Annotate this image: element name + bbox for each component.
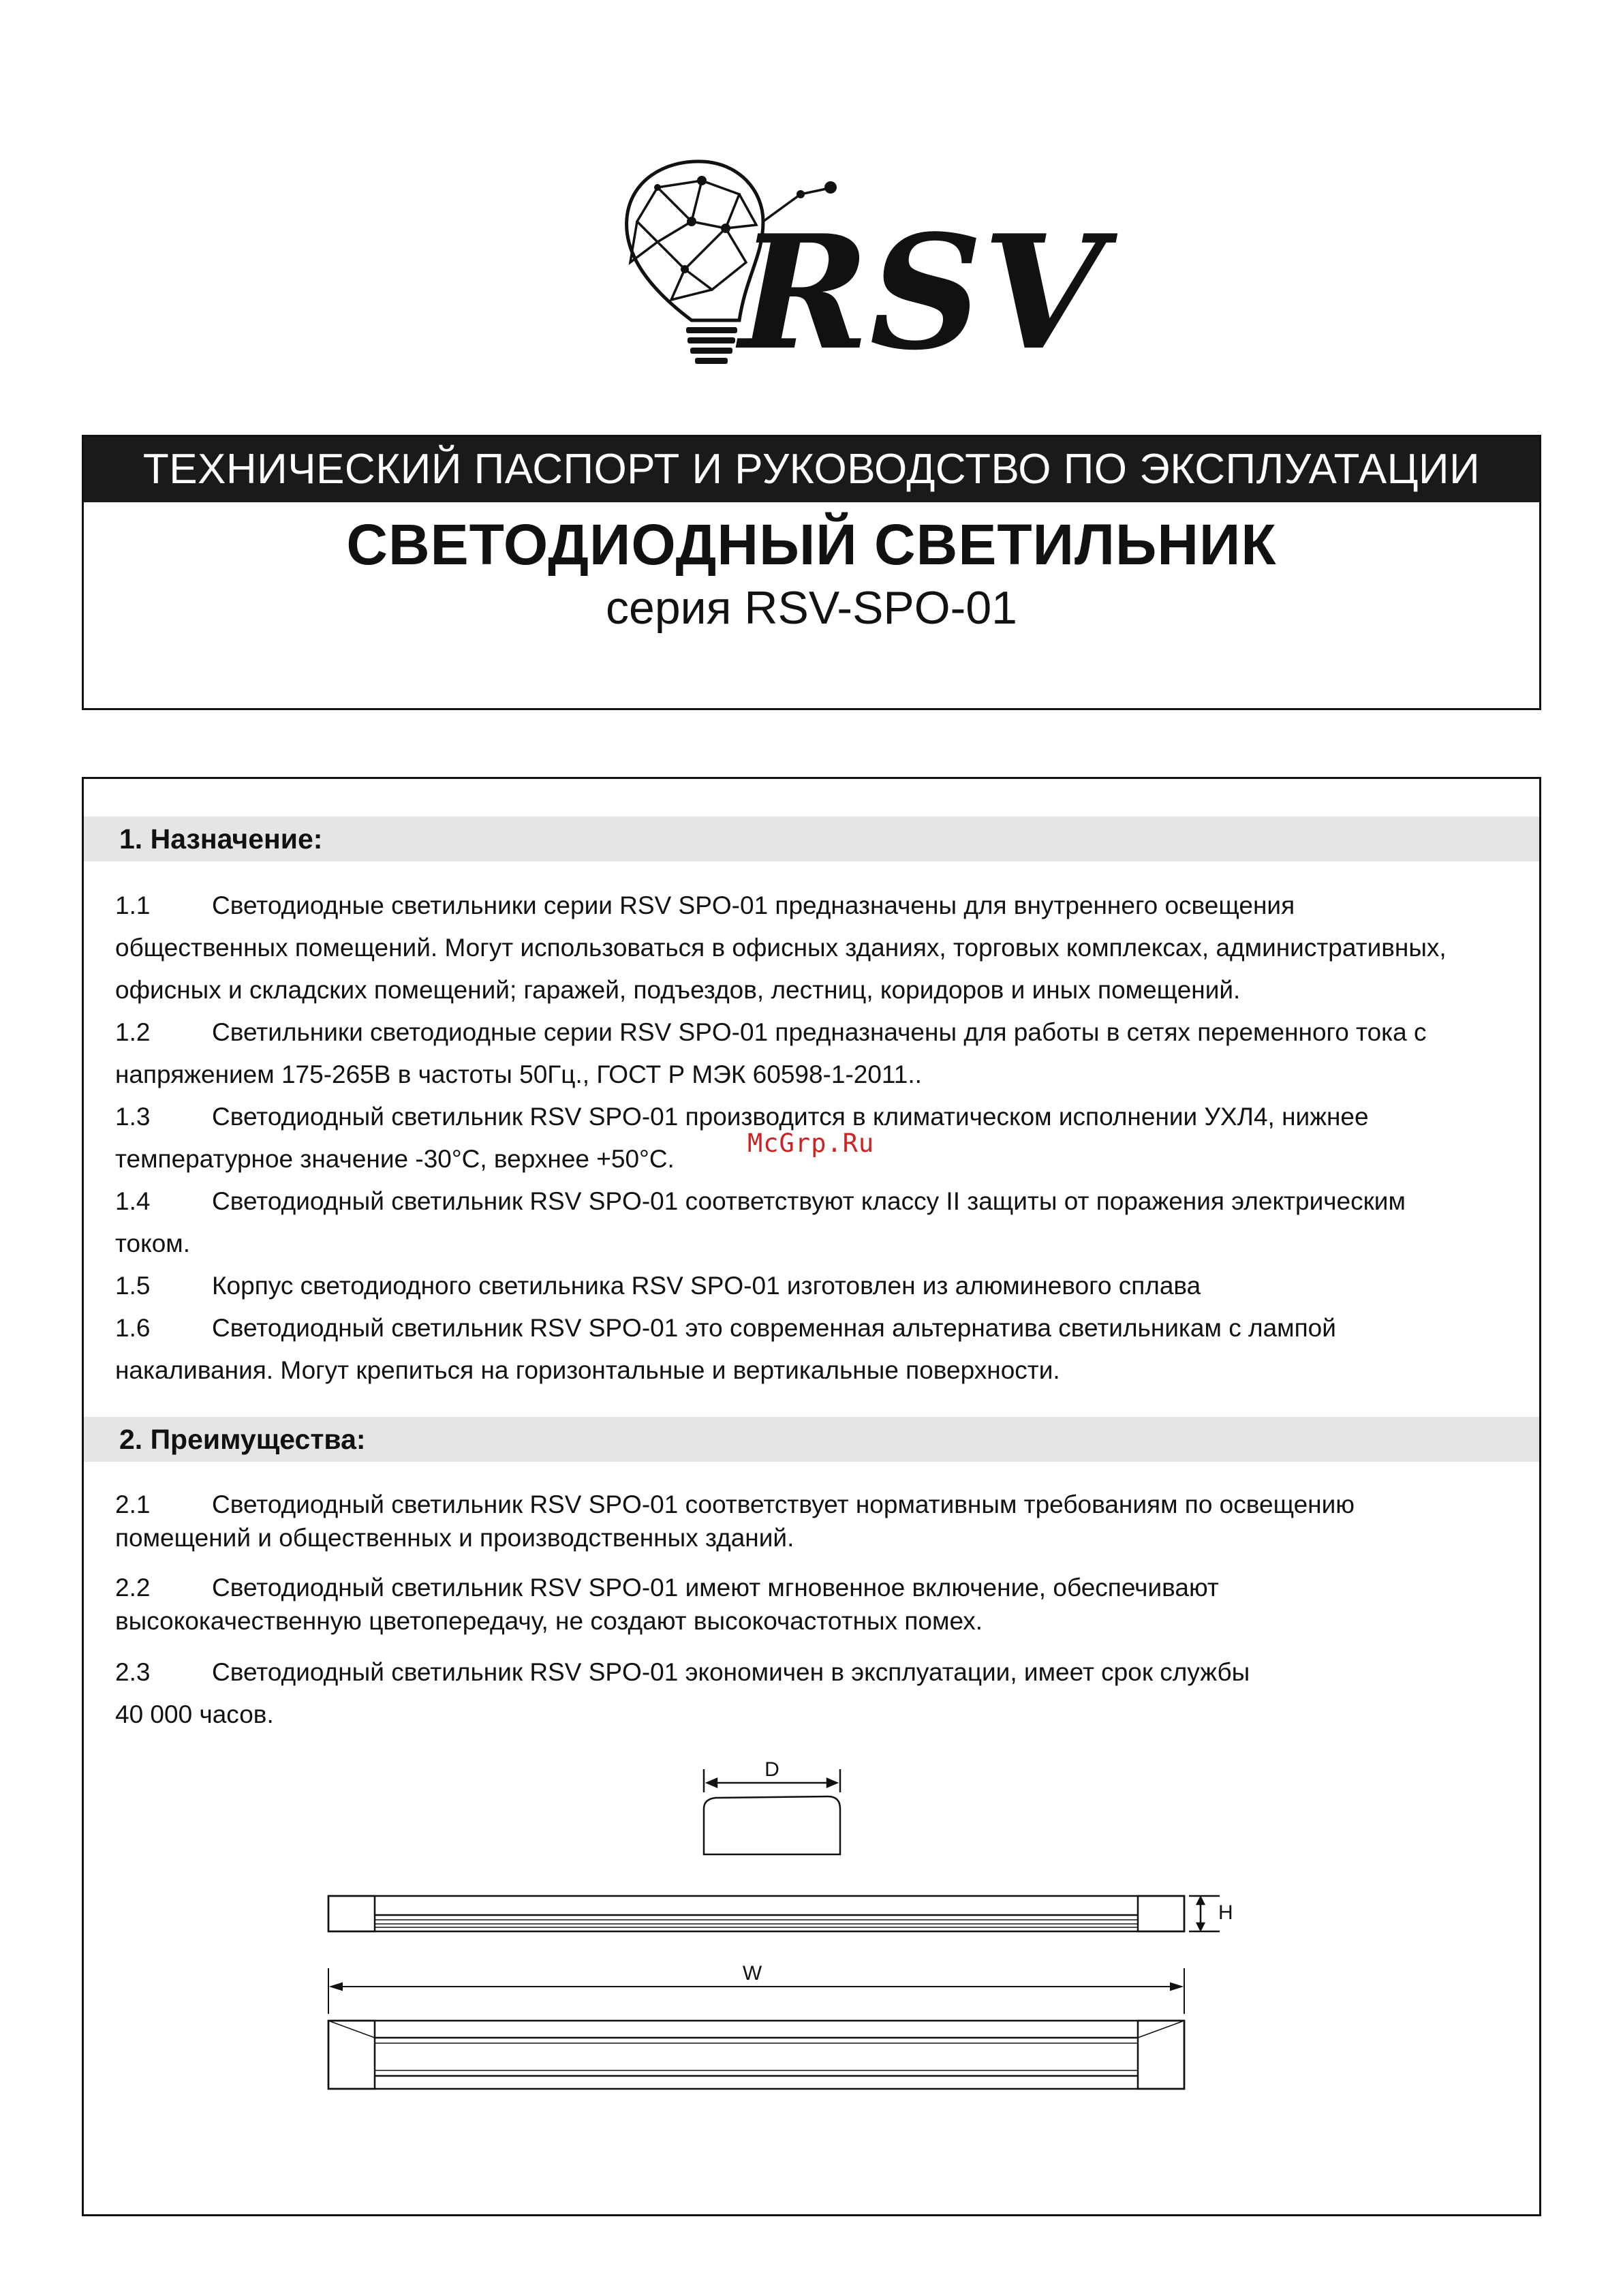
- item-number: 1.2: [115, 1018, 151, 1046]
- dimension-label-w: W: [742, 1962, 762, 1985]
- item-number: 1.4: [115, 1187, 151, 1215]
- bottom-view: [328, 2021, 1184, 2089]
- text-line: напряжением 175-265В в частоты 50Гц., ГОСТ Р МЭК 60598-1-2011..: [115, 1060, 922, 1088]
- section-heading-purpose: 1. Назначение:: [84, 816, 1539, 861]
- product-series: серия RSV-SPO-01: [606, 582, 1017, 634]
- section-heading-advantages: 2. Преимущества:: [84, 1417, 1539, 1462]
- text-line: Светодиодный светильник RSV SPO-01 имеют мгновенное включение, обеспечивают: [212, 1574, 1219, 1602]
- text-line: Светодиодный светильник RSV SPO-01 это современная альтернатива светильникам с лампой: [212, 1314, 1336, 1342]
- item-number: 1.3: [115, 1103, 151, 1131]
- logo-text: RSV: [739, 201, 1104, 385]
- cross-section-profile: [704, 1769, 840, 1854]
- document-type-banner: ТЕХНИЧЕСКИЙ ПАСПОРТ И РУКОВОДСТВО ПО ЭКСПЛУАТАЦИИ: [84, 437, 1539, 502]
- text-line: Светодиодный светильник RSV SPO-01 соответствует нормативным требованиям по освещению: [212, 1490, 1355, 1518]
- text-line: температурное значение -30°С, верхнее +50°С.: [115, 1145, 675, 1173]
- text-line: высококачественную цветопередачу, не создают высокочастотных помех.: [115, 1607, 983, 1635]
- item-number: 2.3: [115, 1658, 151, 1686]
- text-line: офисных и складских помещений; гаражей, подъездов, лестниц, коридоров и иных помещений.: [115, 976, 1241, 1004]
- item-number: 1.1: [115, 891, 151, 919]
- paragraph-1-4: [115, 1180, 1519, 1265]
- dimension-label-d: D: [764, 1758, 779, 1781]
- dimension-label-h: H: [1218, 1901, 1233, 1924]
- text-line: Светодиодный светильник RSV SPO-01 производится в климатическом исполнении УХЛ4, нижнее: [212, 1103, 1369, 1131]
- text-line: током.: [115, 1229, 191, 1257]
- luminaire-dimension-drawing: [320, 1751, 1261, 2092]
- item-number: 2.2: [115, 1574, 151, 1602]
- text-line: 40 000 часов.: [115, 1700, 274, 1728]
- text-line: Светодиодный светильник RSV SPO-01 экономичен в эксплуатации, имеет срок службы: [212, 1658, 1250, 1686]
- text-line: помещений и общественных и производственных зданий.: [115, 1524, 794, 1552]
- paragraph-1-5: [115, 1265, 1519, 1307]
- title-box: [82, 435, 1541, 710]
- text-line: Светодиодный светильник RSV SPO-01 соответствуют классу II защиты от поражения электрическим: [212, 1187, 1406, 1215]
- item-number: 1.5: [115, 1272, 151, 1300]
- text-line: Корпус светодиодного светильника RSV SPO-01 изготовлен из алюминевого сплава: [212, 1272, 1201, 1300]
- side-view: [328, 1896, 1220, 1931]
- text-line: Светильники светодиодные серии RSV SPO-01 предназначены для работы в сетях переменного тока с: [212, 1018, 1427, 1046]
- rsv-logo: [610, 153, 1104, 385]
- paragraph-1-1: [115, 885, 1519, 1011]
- paragraph-1-6: [115, 1307, 1519, 1392]
- paragraph-2-3: [115, 1651, 1519, 1736]
- text-line: общественных помещений. Могут использоваться в офисных зданиях, торговых комплексах, административных,: [115, 934, 1447, 962]
- item-number: 1.6: [115, 1314, 151, 1342]
- text-line: накаливания. Могут крепиться на горизонтальные и вертикальные поверхности.: [115, 1356, 1060, 1384]
- text-line: Светодиодные светильники серии RSV SPO-01 предназначены для внутреннего освещения: [212, 891, 1295, 919]
- bulb-base-icon: [686, 327, 737, 364]
- paragraph-2-2: [115, 1571, 1519, 1638]
- product-title: СВЕТОДИОДНЫЙ СВЕТИЛЬНИК: [346, 512, 1277, 577]
- paragraph-1-2: [115, 1011, 1519, 1096]
- item-number: 2.1: [115, 1490, 151, 1518]
- watermark: McGrp.Ru: [747, 1129, 875, 1158]
- paragraph-2-1: [115, 1488, 1519, 1555]
